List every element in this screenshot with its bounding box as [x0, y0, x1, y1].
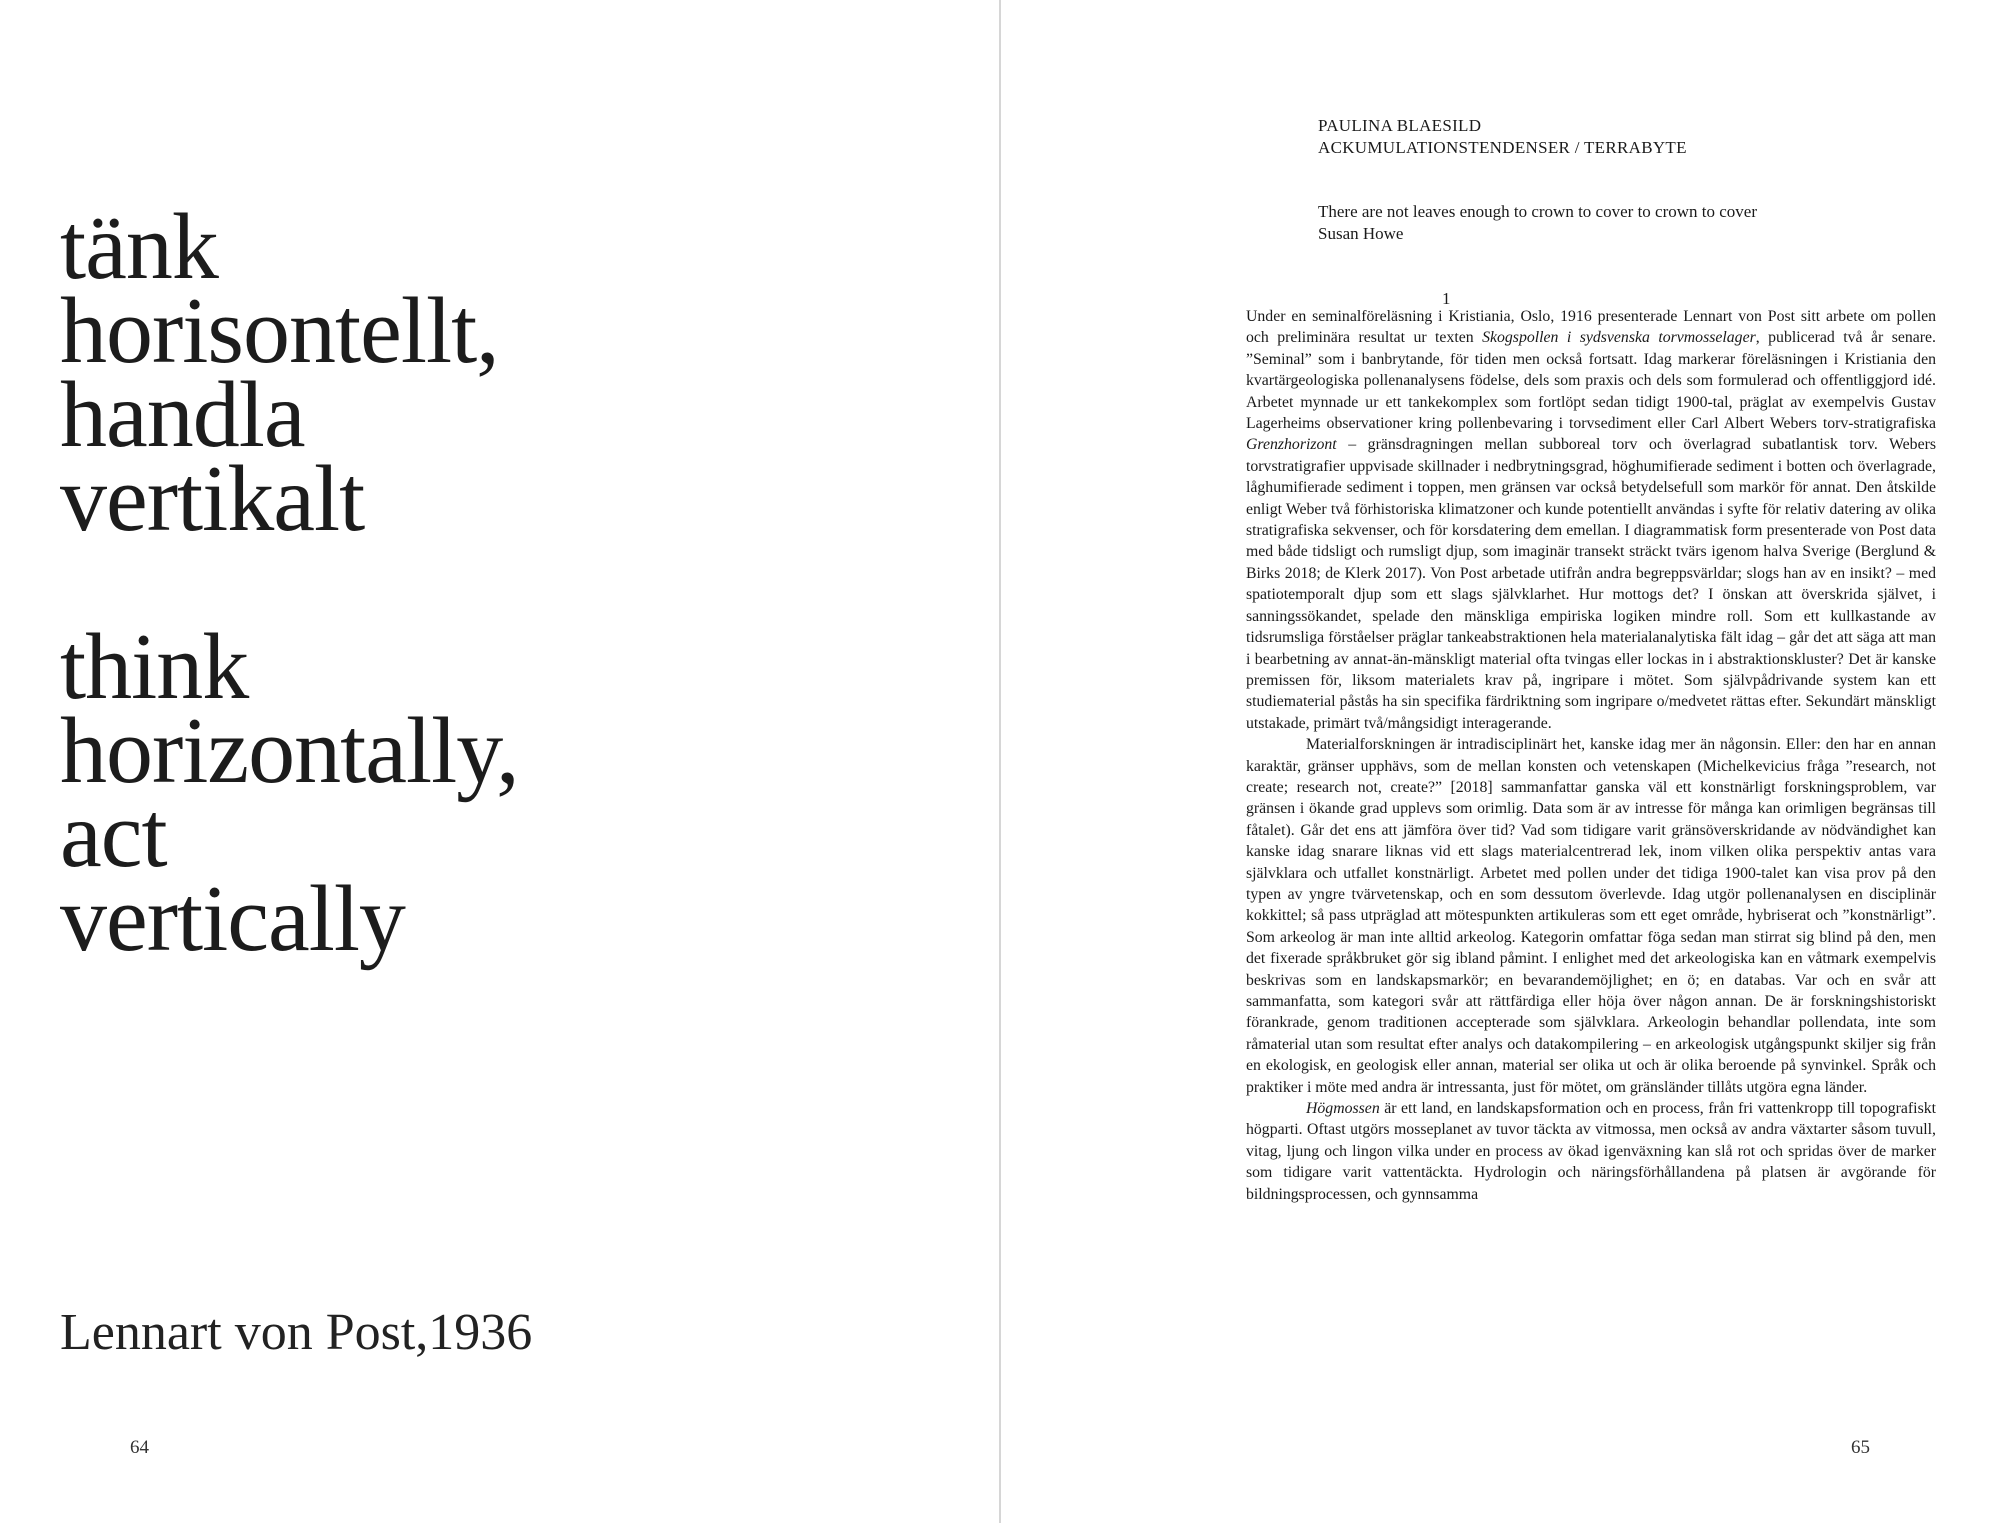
page-number: 64 [130, 1437, 149, 1458]
slogan-line: horizontally, [60, 699, 519, 803]
slogan-line: think [60, 615, 249, 719]
paragraph [1246, 1098, 1936, 1205]
slogan-line: horisontellt, [60, 279, 499, 383]
text-run: Materialforskningen är intradisciplinärt het, kanske idag mer än någonsin. Eller: den har en annan karaktär, gränser upphävs, som de mellan konsten och vetenskapen (Michelkevicius fråga ”research, not create; research not, create?” [2018] sammanfattar ganska väl ett konstnärligt forskningsproblem, var gränsen i ökande grad upplevs som orimlig. Data som är av intresse för många kan orimligen begränsas till fåtalet). Går det ens att jämföra över tid? Vad som tidigare varit gränsöverskridande av nödvändighet kan kanske idag snarare liknas vid ett slags materialcentrerad lek, inom vilken olika perspektiv antas vara självklara och utfallet konstnärligt. Arbetet med pollen under det tidiga 1900-talet kan visa prov på den typen av yngre tvärvetenskap, och en som dessutom överlevde. Idag utgör pollenanalysen en disciplinär kokkittel; så pass utpräglad att mötespunkten artikuleras som ett eget område, hybriserat och ”konstnärligt”. Som arkeolog är man inte alltid arkeolog. Kategorin omfattar föga sedan man stirrat sig blind på den, men det fixerade språkbruket gör sig ibland påmint. I enlighet med det arkeologiska kan en våtmark exempelvis beskrivas som en landskapsmarkör; en bevarandemöjlighet; en ö; en databas. Var och en svår att sammanfatta, som kategori svår att rättfärdiga eller höja över någon annan. De är forskningshistoriskt förankrade, genom traditionen accepterade som självklara. Arkeologin behandlar pollendata, inte som råmaterial utan som resultat efter analys och datakompilering – en arkeologisk utgångspunkt skiljer sig från en ekologisk, en geologisk eller annan, material ser olika ut och är olika beroende på synvinkel. Språk och praktiker i möte med andra är intressanta, just för mötet, om gränsländer tillåts utgöra egna länder. [1246, 736, 1936, 1096]
paragraph [1246, 306, 1936, 734]
slogan-swedish [60, 195, 960, 551]
slogan-line: vertikalt [60, 447, 365, 551]
left-page [0, 0, 999, 1523]
slogan-line: handla [60, 363, 305, 467]
page-number: 65 [1851, 1437, 1870, 1458]
slogan-line: vertically [60, 867, 405, 971]
epigraph [1318, 201, 1757, 245]
text-run: Under en seminalföreläsning i Kristiania, Oslo, 1916 presenterade Lennart von Post sitt arbete om pollen och preliminära resultat ur texten [1246, 308, 1936, 347]
slogan-line: act [60, 783, 167, 887]
quote-credit: Lennart von Post,1936 [60, 1304, 533, 1361]
italic-title: Skogspollen i sydsvenska torvmosselager [1482, 329, 1756, 347]
epigraph-author: Susan Howe [1318, 224, 1404, 243]
section-number: 1 [1442, 289, 1451, 308]
text-run: , publicerad två år senare. ”Seminal” som i banbrytande, för tiden men också fortsatt. Idag markerar föreläsningen i Kristiania den kvartärgeologiska pollenanalysens födelse, dels som praxis och dels som formulerad och offentliggjord idé. Arbetet mynnade ur ett tankekomplex som fortlöpt sedan tidigt 1900-tal, präglat av exempelvis Gustav Lagerheims observationer kring pollenbevaring i torvsediment eller Carl Albert Webers torv-stratigrafiska [1246, 329, 1936, 433]
slogan-english [60, 615, 960, 971]
slogan-line: tänk [60, 195, 218, 299]
text-run: – gränsdragningen mellan subboreal torv och överlagrad subatlantisk torv. Webers torvstratigrafier uppvisade skillnader i nedbrytningsgrad, höghumifierade sediment i botten och överlagrade, låghumifierade sediment i toppen, men gränsen var också betydelsefull som markör för annat. Den åtskilde enligt Weber två förhistoriska klimatzoner och kunde potentiellt användas i syfte för relativ datering av olika stratigrafiska sekvenser, och för korsdatering dem emellan. I diagrammatisk form presenterade von Post data med både tidsligt och rumsligt djup, som imaginär transekt sträckt tvärs igenom halva Sverige (Berglund & Birks 2018; de Klerk 2017). Von Post arbetade utifrån andra begreppsvärldar; slogs han av en insikt? – med spatiotemporalt djup som ett slags självklarhet. Hur mottogs det? I önskan att överskrida självet, i sanningssökandet, spelade den mänskliga empiriska logiken mindre roll. Som ett kullkastande av tidsrumsliga förståelser präglar tankeabstraktionen hela materialanalytiska fält idag – går det att säga att man i bearbetning av annat-än-mänskligt material ofta tvingas eller lockas in i abstraktionskluster? Det är kanske premissen för, liksom materialets krav på, ingripare i mötet. Som självpådrivande system kan ett studiematerial påstås ha sin specifika färdriktning som ingripare o/medvetet rättas efter. Sekundärt mänskligt utstakade, primärt två/mångsidigt interagerande. [1246, 436, 1936, 732]
author-name: PAULINA BLAESILD [1318, 116, 1482, 135]
epigraph-quote: There are not leaves enough to crown to cover to crown to cover [1318, 202, 1757, 221]
text-run: är ett land, en landskapsformation och en process, från fri vattenkropp till topografiskt högparti. Oftast utgörs mosseplanet av tuvor täckta av vitmossa, men också av andra växtarter såsom tuvull, vitag, ljung och lingon vilka under en process av ökad igenväxning kan slå rot och spridas över de marker som tidigare varit vattentäckta. Hydrologin och näringsförhållandena på platsen är avgörande för bildningsprocessen, och gynnsamma [1246, 1100, 1936, 1203]
italic-title: Grenzhorizont [1246, 436, 1337, 454]
body-text [1246, 306, 1936, 1205]
paragraph [1246, 734, 1936, 1098]
right-page [1001, 0, 2000, 1523]
italic-title: Högmossen [1306, 1100, 1380, 1118]
article-title: ACKUMULATIONSTENDENSER / TERRABYTE [1318, 138, 1687, 157]
slogan [60, 195, 960, 971]
running-head [1318, 115, 1687, 159]
